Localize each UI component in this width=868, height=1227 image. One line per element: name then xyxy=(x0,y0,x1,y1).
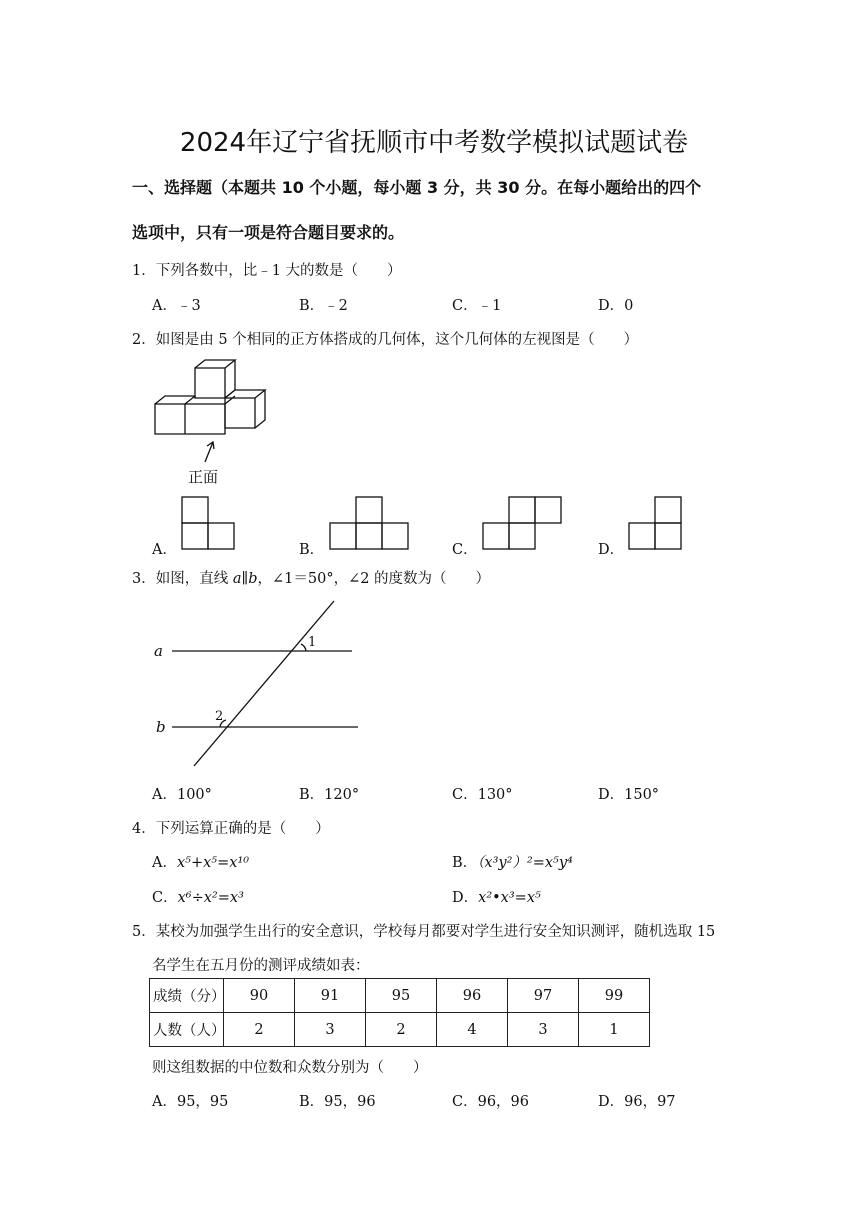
table-header-score: 成绩（分） xyxy=(150,979,224,1013)
q5-option-b: B．95，96 xyxy=(299,1094,376,1110)
q2-option-b-view xyxy=(329,496,409,550)
q5-option-d: D．96，97 xyxy=(598,1094,676,1110)
q4-option-d-expr: x²•x³=x⁵ xyxy=(478,890,541,906)
question-3-stem: 3．如图，直线 a∥b，∠1＝50°，∠2 的度数为（ ） xyxy=(132,571,491,587)
angle-1-arc xyxy=(301,644,306,651)
question-5-stem-line2: 名学生在五月份的测评成绩如表： xyxy=(152,958,370,974)
q4-option-b-expr: （x³y²）²=x⁵y⁴ xyxy=(477,855,573,871)
table-cell: 1 xyxy=(579,1013,650,1047)
q5-option-a: A．95，95 xyxy=(152,1094,229,1110)
q3-option-b: B．120° xyxy=(299,787,360,803)
q2-option-d-view xyxy=(628,496,682,550)
table-cell: 91 xyxy=(295,979,366,1013)
q3-option-d: D．150° xyxy=(598,787,660,803)
q2-option-a-view xyxy=(181,496,235,550)
question-5-stem-line1: 5．某校为加强学生出行的安全意识，学校每月都要对学生进行安全知识测评，随机选取 15 xyxy=(132,924,716,940)
question-5-question: 则这组数据的中位数和众数分别为（ ） xyxy=(152,1060,428,1076)
q1-option-d: D．0 xyxy=(598,298,634,314)
q2-option-a-letter: A． xyxy=(152,542,177,558)
q3-parallel-lines-figure xyxy=(150,598,365,773)
section-heading-line2: 选项中，只有一项是符合题目要求的。 xyxy=(132,223,405,242)
q2-front-label: 正面 xyxy=(188,468,219,486)
q4-option-a-expr: x⁵+x⁵=x¹⁰ xyxy=(176,855,250,871)
table-header-count: 人数（人） xyxy=(150,1013,224,1047)
q4-option-a: A．x⁵+x⁵=x¹⁰ xyxy=(152,855,250,871)
question-1-stem: 1．下列各数中，比﹣1 大的数是（ ） xyxy=(132,263,402,279)
table-cell: 3 xyxy=(295,1013,366,1047)
q3-option-a: A．100° xyxy=(152,787,212,803)
q3-option-c: C．130° xyxy=(452,787,513,803)
table-cell: 2 xyxy=(224,1013,295,1047)
section-heading-line1: 一、选择题（本题共 10 个小题，每小题 3 分，共 30 分。在每小题给出的四个 xyxy=(132,178,702,197)
table-cell: 97 xyxy=(508,979,579,1013)
q5-option-c: C．96，96 xyxy=(452,1094,529,1110)
page-title: 2024年辽宁省抚顺市中考数学模拟试题试卷 xyxy=(179,128,689,158)
transversal-line xyxy=(194,601,334,766)
line-a-label: a xyxy=(154,642,163,660)
table-cell: 96 xyxy=(437,979,508,1013)
q2-option-c-letter: C． xyxy=(452,542,478,558)
q2-option-d-letter: D． xyxy=(598,542,625,558)
q4-option-d: D．x²•x³=x⁵ xyxy=(452,890,541,906)
table-cell: 99 xyxy=(579,979,650,1013)
score-table xyxy=(149,978,650,1047)
table-cell: 95 xyxy=(366,979,437,1013)
question-4-stem: 4．下列运算正确的是（ ） xyxy=(132,821,330,837)
table-row xyxy=(150,979,650,1013)
q4-option-c-expr: x⁶÷x²=x³ xyxy=(177,890,244,906)
q2-option-b-letter: B． xyxy=(299,542,325,558)
line-b-label: b xyxy=(156,718,166,736)
q2-option-c-view xyxy=(482,496,562,550)
table-row xyxy=(150,1013,650,1047)
q4-option-c: C．x⁶÷x²=x³ xyxy=(152,890,244,906)
table-cell: 3 xyxy=(508,1013,579,1047)
table-cell: 90 xyxy=(224,979,295,1013)
angle-1-label: 1 xyxy=(308,635,317,650)
q2-cube-figure xyxy=(150,358,280,498)
table-cell: 4 xyxy=(437,1013,508,1047)
table-cell: 2 xyxy=(366,1013,437,1047)
question-2-stem: 2．如图是由 5 个相同的正方体搭成的几何体，这个几何体的左视图是（ ） xyxy=(132,332,639,348)
q1-option-b: B．﹣2 xyxy=(299,298,348,314)
q1-option-a: A．﹣3 xyxy=(152,298,201,314)
q4-option-b: B．（x³y²）²=x⁵y⁴ xyxy=(452,855,573,871)
angle-2-label: 2 xyxy=(215,709,224,724)
q1-option-c: C．﹣1 xyxy=(452,298,502,314)
